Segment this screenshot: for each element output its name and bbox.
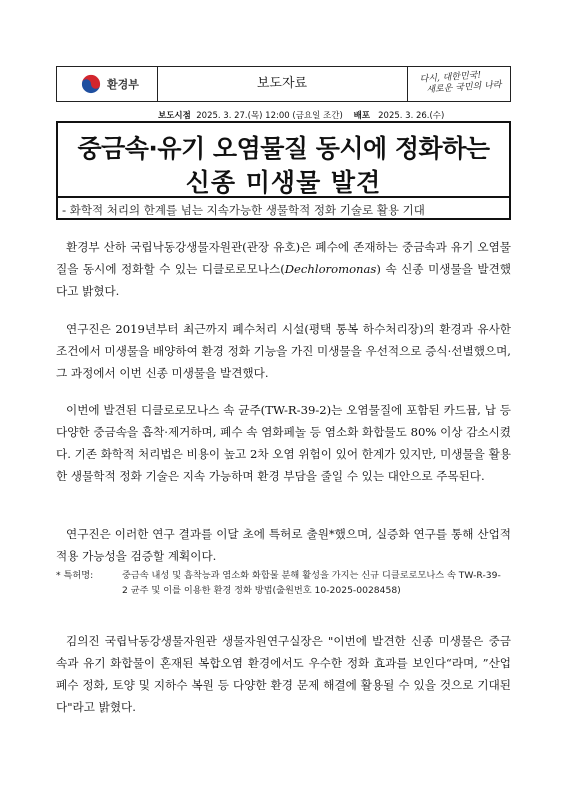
subtitle: - 화학적 처리의 한계를 넘는 지속가능한 생물학적 정화 기술로 활용 기대 <box>62 203 425 217</box>
doc-type-label: 보도자료 <box>256 76 308 91</box>
headline-line-2: 신종 미생물 발견 <box>185 168 382 197</box>
paragraph-1 <box>56 236 511 302</box>
paragraph-5-text: 김의진 국립낙동강생물자원관 생물자원연구실장은 "이번에 발견한 신종 미생물은 중금속과 유기 화합물이 혼재된 복합오염 환경에서도 우수한 정화 효과를 보인다“라며, ”산업 폐수 정화, 토양 및 지하수 복원 등 다양한 환경 문제 해결에 활용될 수 있을 것으로 기대된다"라고 밝혔다. <box>56 634 511 714</box>
header-table <box>56 66 511 102</box>
release-time-value: 2025. 3. 27.(목) 12:00 (금요일 조간) <box>196 111 343 121</box>
release-time-label: 보도시점 <box>158 111 191 121</box>
ministry-name: 환경부 <box>107 78 139 91</box>
ministry-logo <box>57 67 158 101</box>
taegeuk-logo-icon <box>81 74 101 94</box>
footnote-label: * 특허명: <box>56 570 94 581</box>
distribution-value: 2025. 3. 26.(수) <box>378 111 445 121</box>
slogan-line-1: 다시, 대한민국! <box>419 70 482 85</box>
distribution-label: 배포 <box>353 111 371 121</box>
paragraph-4-text: 연구진은 이러한 연구 결과를 이달 초에 특허로 출원*했으며, 실증화 연구를 통해 산업적 적용 가능성을 검증할 계획이다. <box>56 527 511 563</box>
paragraph-3 <box>56 399 511 487</box>
paragraph-3-text: 이번에 발견된 디클로로모나스 속 균주(TW-R-39-2)는 오염물질에 포함된 카드뮴, 납 등 다양한 중금속을 흡착·제거하며, 폐수 속 염화페놀 등 염소화 화합물도 80% 이상 감소시켰다. 기존 화학적 처리법은 비용이 높고 2차 오염 위험이 있어 한계가 있지만, 미생물을 활용한 생물학적 정화 기술은 지속 가능하며 환경 부담을 줄일 수 있는 대안으로 주목된다. <box>56 403 511 483</box>
paragraph-5 <box>56 630 511 718</box>
genus-name: Dechloromonas <box>284 262 377 276</box>
paragraph-4 <box>56 523 511 567</box>
release-info <box>158 109 444 121</box>
paragraph-2-text: 연구진은 2019년부터 최근까지 폐수처리 시설(평택 통복 하수처리장)의 환경과 유사한 조건에서 미생물을 배양하여 환경 정화 기능을 가진 미생물을 우선적으로 증식·선별했으며, 그 과정에서 이번 신종 미생물을 발견했다. <box>56 322 511 380</box>
slogan-line-2: 새로운 국민의 나라 <box>426 80 502 96</box>
footnote-text: 중금속 내성 및 흡착능과 염소화 화합물 분해 활성을 가지는 신규 디클로로모나스 속 TW-R-39-2 균주 및 이를 이용한 환경 정화 방법(출원번호 10-2025-0028458) <box>122 570 501 596</box>
headline-line-1: 중금속·유기 오염물질 동시에 정화하는 <box>77 134 490 163</box>
subtitle-box <box>56 196 511 220</box>
paragraph-2 <box>56 318 511 384</box>
government-slogan <box>407 67 511 101</box>
paragraph-1-text-b: ) 속 신종 미생물을 발견했다고 밝혔다. <box>56 262 512 298</box>
headline-box <box>56 121 511 196</box>
paragraph-1-text-a: 환경부 산하 국립낙동강생물자원관(관장 유호)은 폐수에 존재하는 중금속과 유기 오염물질을 동시에 정화할 수 있는 디클로로모나스( <box>56 240 511 276</box>
